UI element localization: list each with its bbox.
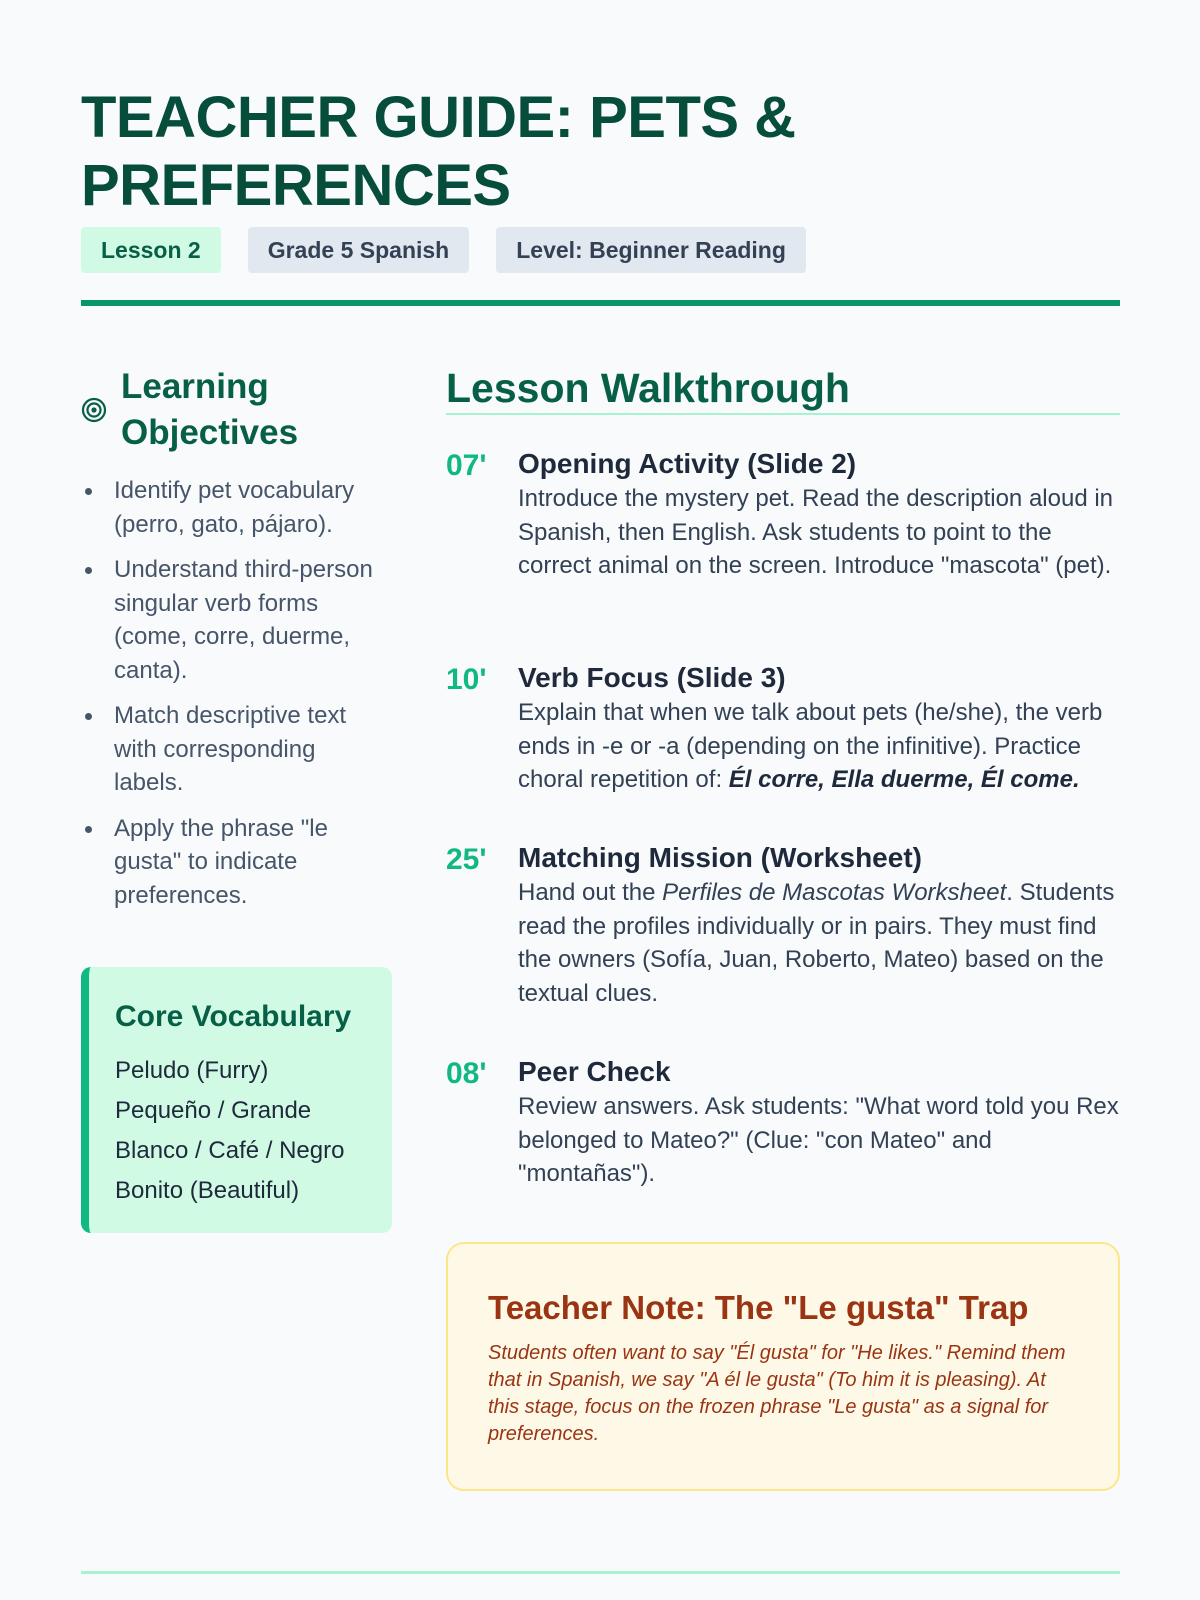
walkthrough-title: Lesson Walkthrough bbox=[446, 365, 850, 411]
step-title: Verb Focus (Slide 3) bbox=[518, 662, 786, 693]
step-description: Review answers. Ask students: "What word told you Rex belonged to Mateo?" (Clue: "con Mateo" and "montañas"). bbox=[518, 1093, 1119, 1187]
list-item bbox=[81, 553, 391, 687]
badge-row bbox=[81, 227, 806, 273]
list-item bbox=[81, 474, 391, 541]
lesson-badge: Lesson 2 bbox=[81, 227, 221, 273]
verb-examples: Él corre, Ella duerme, Él come. bbox=[728, 766, 1080, 793]
bullet-icon bbox=[85, 826, 92, 833]
step-duration: 07' bbox=[446, 449, 487, 482]
teacher-note-box bbox=[446, 1242, 1120, 1491]
step-duration: 25' bbox=[446, 843, 487, 876]
bullet-icon bbox=[85, 567, 92, 574]
step-description bbox=[518, 696, 1120, 797]
worksheet-name: Perfiles de Mascotas Worksheet bbox=[662, 879, 1007, 906]
objectives-heading bbox=[81, 364, 401, 456]
step-title: Matching Mission (Worksheet) bbox=[518, 842, 922, 873]
page-title: TEACHER GUIDE: PETS & PREFERENCES bbox=[81, 85, 796, 218]
objectives-title: Learning Objectives bbox=[121, 367, 299, 452]
step-text: Explain that when we talk about pets (he/she), the verb ends in -e or -a (depending on the infinitive). Practice choral repetition of: bbox=[518, 699, 1103, 793]
note-title: Teacher Note: The "Le gusta" Trap bbox=[488, 1289, 1029, 1326]
vocabulary-item: Pequeño / Grande bbox=[115, 1097, 312, 1124]
footer-divider bbox=[81, 1571, 1120, 1574]
bullet-icon bbox=[85, 488, 92, 495]
header-divider bbox=[81, 300, 1120, 306]
target-icon bbox=[81, 397, 107, 423]
step-duration: 08' bbox=[446, 1057, 487, 1090]
vocabulary-item: Blanco / Café / Negro bbox=[115, 1137, 345, 1164]
objective-text: Identify pet vocabulary (perro, gato, pájaro). bbox=[114, 477, 355, 538]
step-duration: 10' bbox=[446, 663, 487, 696]
vocabulary-title: Core Vocabulary bbox=[115, 1000, 352, 1033]
step-description: Introduce the mystery pet. Read the description aloud in Spanish, then English. Ask students to point to the correct animal on the screen. Introduce "mascota" (pet). bbox=[518, 485, 1114, 579]
objectives-list bbox=[81, 474, 391, 924]
objective-text: Match descriptive text with corresponding labels. bbox=[114, 702, 347, 796]
level-badge: Level: Beginner Reading bbox=[496, 227, 806, 273]
grade-badge: Grade 5 Spanish bbox=[248, 227, 470, 273]
note-text: Students often want to say "Él gusta" for "He likes." Remind them that in Spanish, we say "A él le gusta" (To him it is pleasing). At this stage, focus on the frozen phrase "Le gusta" as a signal for preferences. bbox=[488, 1342, 1066, 1445]
vocabulary-item: Bonito (Beautiful) bbox=[115, 1177, 300, 1204]
step-description bbox=[518, 876, 1120, 1010]
objective-text: Apply the phrase "le gusta" to indicate preferences. bbox=[114, 814, 328, 909]
step-text: Hand out the bbox=[518, 879, 663, 906]
list-item bbox=[81, 812, 391, 913]
vocabulary-item: Peludo (Furry) bbox=[115, 1057, 269, 1084]
step-text: . Students read the profiles individually or in pairs. They must find the owners (Sofía, Juan, Roberto, Mateo) based on the textual clues. bbox=[518, 879, 1115, 1007]
walkthrough-divider bbox=[446, 413, 1120, 415]
step-title: Opening Activity (Slide 2) bbox=[518, 448, 857, 479]
core-vocabulary-box bbox=[81, 967, 392, 1233]
bullet-icon bbox=[85, 713, 92, 720]
list-item bbox=[81, 699, 391, 800]
step-title: Peer Check bbox=[518, 1056, 671, 1087]
objective-text: Understand third-person singular verb forms (come, corre, duerme, canta). bbox=[114, 556, 373, 684]
